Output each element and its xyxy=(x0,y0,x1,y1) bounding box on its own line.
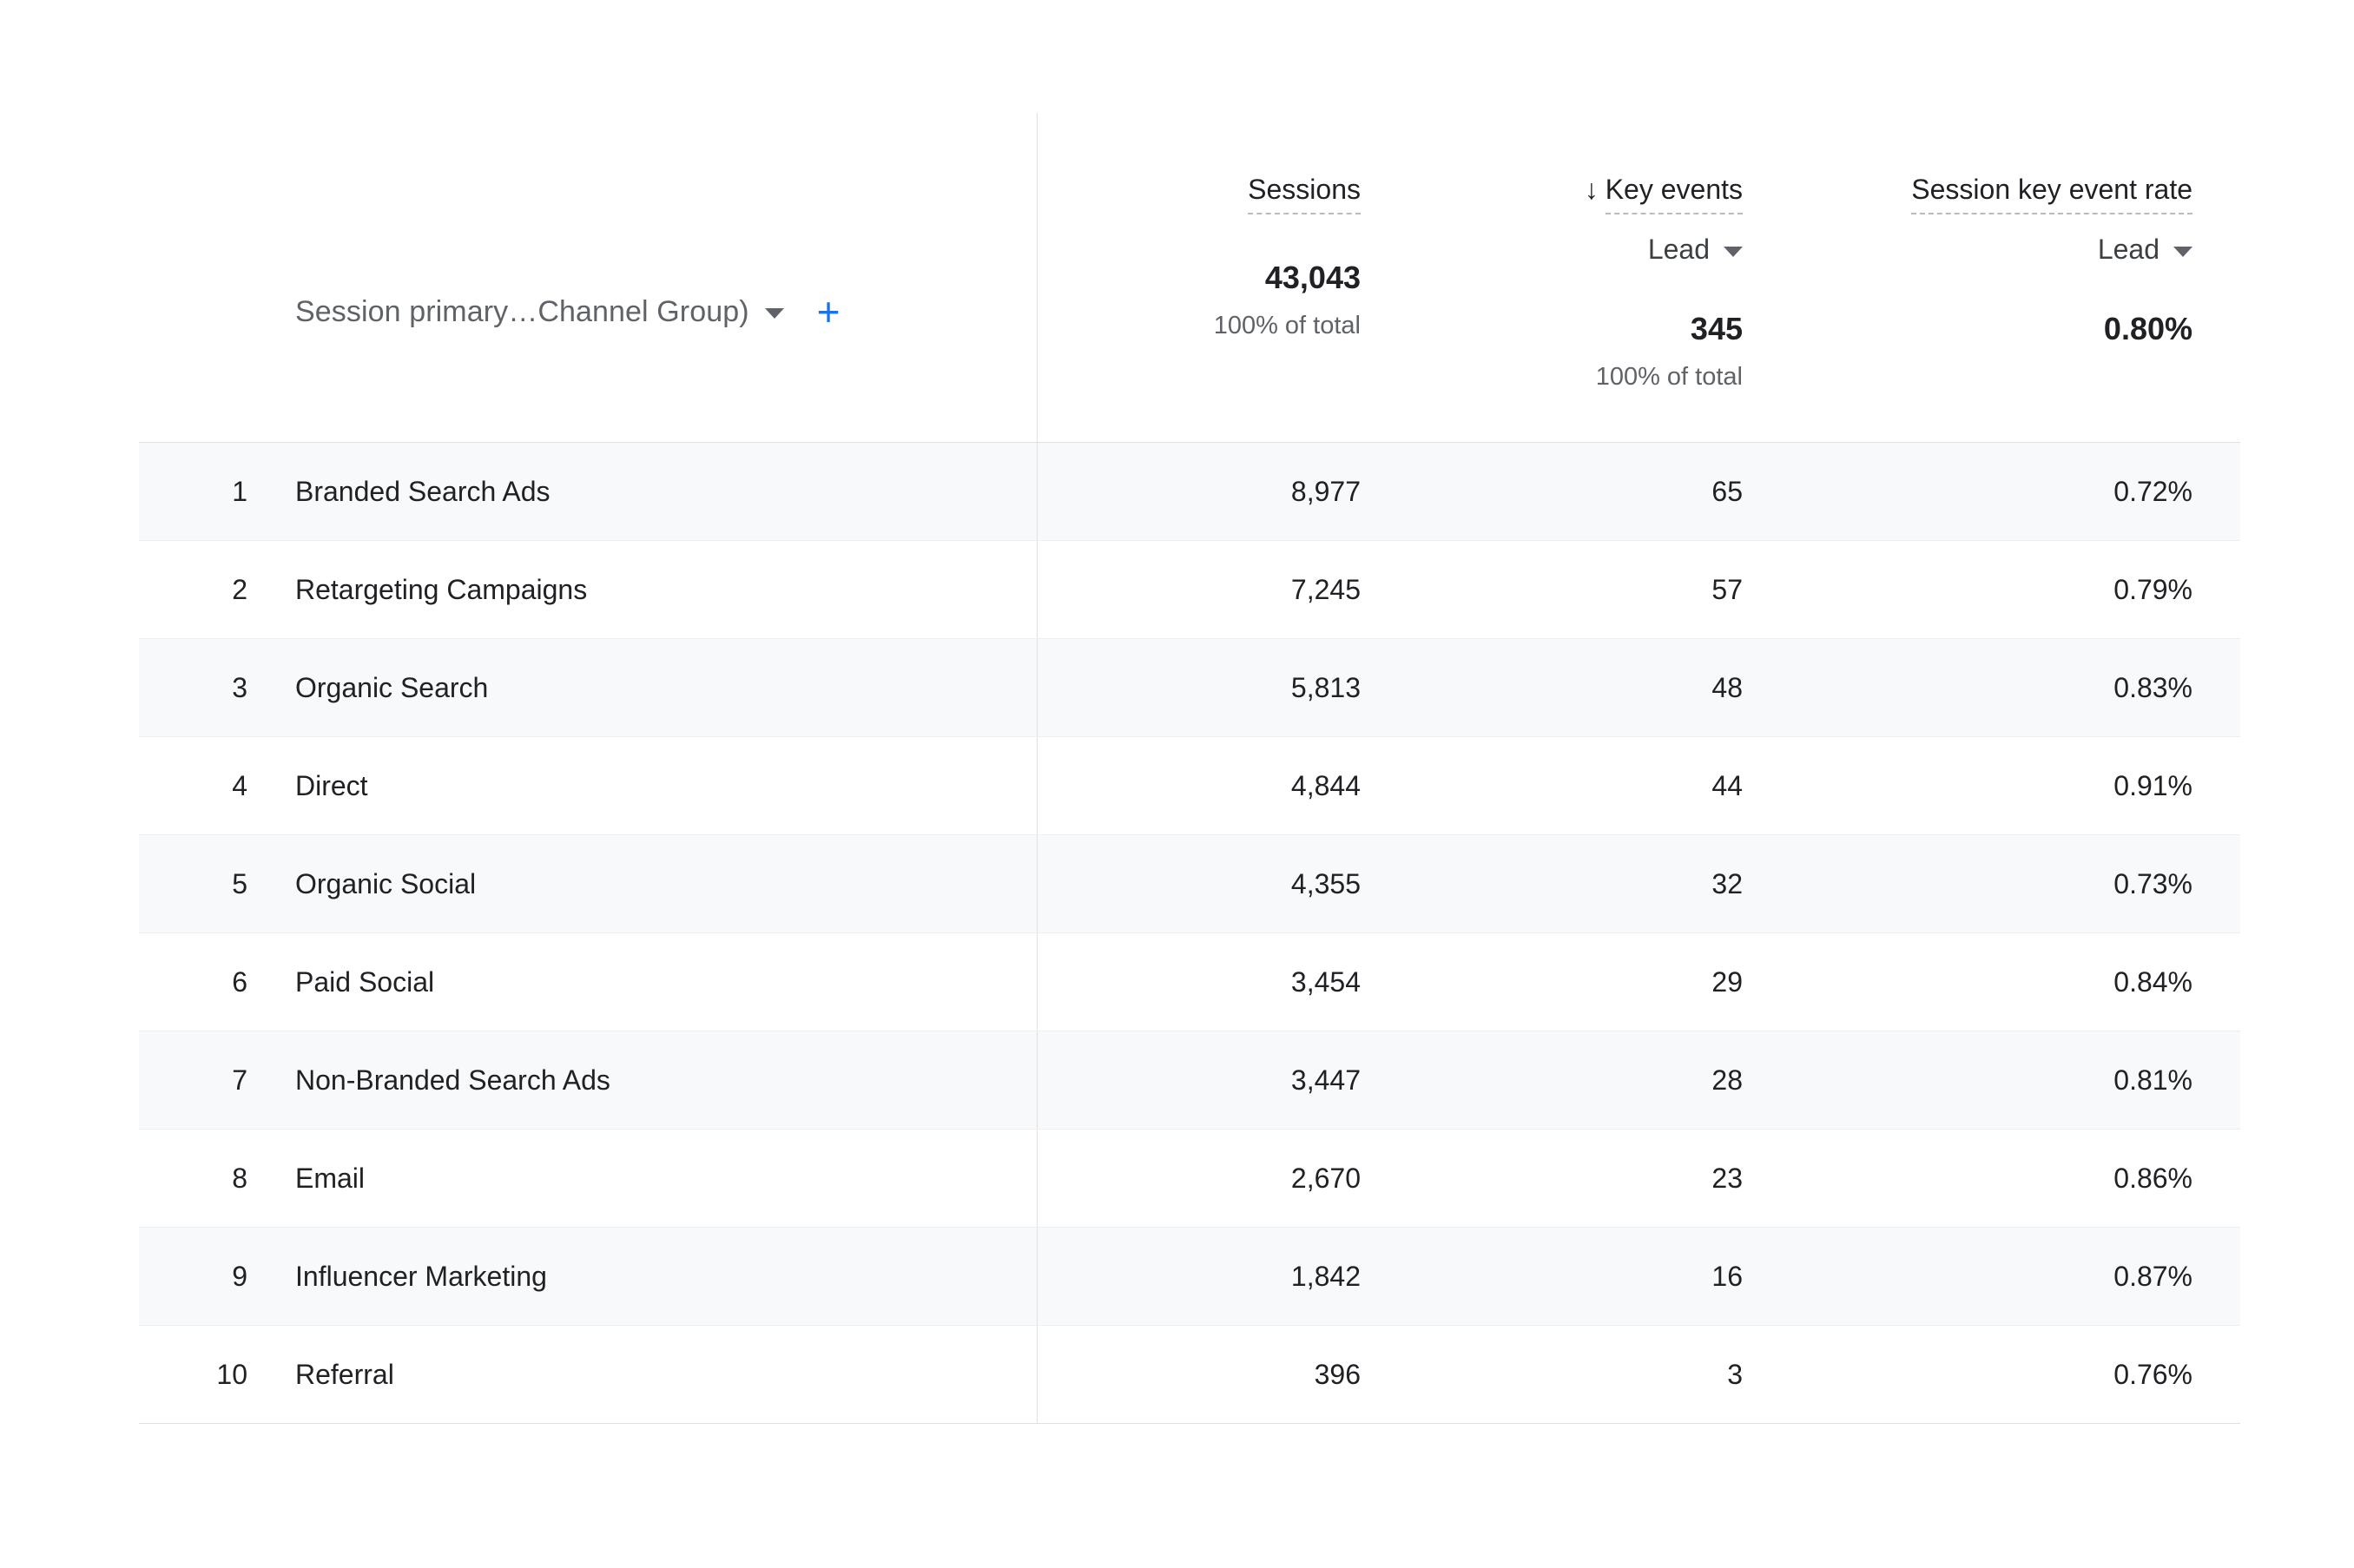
table-header xyxy=(139,113,2240,443)
row-rate: 0.86% xyxy=(2113,1162,2192,1194)
row-sessions: 2,670 xyxy=(1290,1162,1361,1194)
row-sessions: 3,447 xyxy=(1290,1064,1361,1096)
row-index: 4 xyxy=(232,769,247,801)
table-row[interactable] xyxy=(139,541,2240,639)
row-sessions: 3,454 xyxy=(1290,965,1361,998)
table-row[interactable] xyxy=(139,737,2240,835)
row-key-events: 48 xyxy=(1711,671,1743,703)
row-index: 10 xyxy=(216,1358,247,1390)
metric-header-sessions xyxy=(1038,113,1385,392)
row-dimension[interactable]: Organic Search xyxy=(247,639,1038,736)
metric-title-key-events[interactable]: Key events xyxy=(1606,174,1743,214)
chevron-down-icon[interactable] xyxy=(1724,247,1743,257)
row-rate: 0.91% xyxy=(2113,769,2192,801)
row-index: 8 xyxy=(232,1162,247,1194)
row-index: 2 xyxy=(232,573,247,605)
metric-sub-label-key-events: Lead xyxy=(1647,234,1710,265)
row-sessions: 4,355 xyxy=(1290,867,1361,899)
row-rate: 0.81% xyxy=(2113,1064,2192,1096)
table-row[interactable] xyxy=(139,1130,2240,1228)
row-key-events: 16 xyxy=(1711,1260,1743,1292)
row-dimension[interactable]: Organic Social xyxy=(247,835,1038,932)
table-row[interactable] xyxy=(139,835,2240,933)
row-dimension[interactable]: Referral xyxy=(247,1326,1038,1423)
chevron-down-icon[interactable] xyxy=(765,308,784,319)
row-dimension[interactable]: Email xyxy=(247,1130,1038,1227)
metric-title-row xyxy=(1767,174,2192,214)
metric-total-sessions: 43,043 xyxy=(1264,260,1361,295)
row-index: 9 xyxy=(232,1260,247,1292)
row-sessions: 4,844 xyxy=(1290,769,1361,801)
table-row[interactable] xyxy=(139,1228,2240,1326)
metric-title-row xyxy=(1038,174,1361,214)
metric-total-rate: 0.80% xyxy=(2103,311,2192,346)
row-dimension[interactable]: Non-Branded Search Ads xyxy=(247,1031,1038,1129)
row-key-events: 3 xyxy=(1727,1358,1743,1390)
metric-total-sub-sessions: 100% of total xyxy=(1213,312,1361,339)
row-dimension[interactable]: Influencer Marketing xyxy=(247,1228,1038,1325)
metric-header-session-key-event-rate xyxy=(1767,113,2240,392)
table-row[interactable] xyxy=(139,1326,2240,1423)
metric-total-sub-key-events: 100% of total xyxy=(1595,363,1743,391)
metric-sub-label-rate: Lead xyxy=(2097,234,2159,265)
row-key-events: 32 xyxy=(1711,867,1743,899)
row-sessions: 8,977 xyxy=(1290,475,1361,507)
chevron-down-icon[interactable] xyxy=(2173,247,2192,257)
row-dimension[interactable]: Paid Social xyxy=(247,933,1038,1031)
row-key-events: 57 xyxy=(1711,573,1743,605)
metric-title-sessions[interactable]: Sessions xyxy=(1248,174,1361,214)
row-rate: 0.83% xyxy=(2113,671,2192,703)
row-rate: 0.87% xyxy=(2113,1260,2192,1292)
row-index: 6 xyxy=(232,965,247,998)
row-rate: 0.73% xyxy=(2113,867,2192,899)
dimension-header xyxy=(139,113,1038,443)
row-dimension[interactable]: Branded Search Ads xyxy=(247,443,1038,540)
row-dimension[interactable]: Retargeting Campaigns xyxy=(247,541,1038,638)
row-rate: 0.84% xyxy=(2113,965,2192,998)
table-row[interactable] xyxy=(139,639,2240,737)
add-dimension-icon[interactable]: + xyxy=(816,289,841,334)
row-index: 7 xyxy=(232,1064,247,1096)
row-sessions: 1,842 xyxy=(1290,1260,1361,1292)
row-key-events: 29 xyxy=(1711,965,1743,998)
row-sessions: 5,813 xyxy=(1290,671,1361,703)
row-key-events: 44 xyxy=(1711,769,1743,801)
dimension-selector-label[interactable]: Session primary…Channel Group) xyxy=(295,294,749,328)
row-rate: 0.79% xyxy=(2113,573,2192,605)
metric-header-group xyxy=(1038,113,2240,392)
metric-header-key-events xyxy=(1385,113,1767,392)
table-body xyxy=(139,443,2240,1424)
metric-subselector-rate[interactable] xyxy=(1767,234,2192,266)
row-sessions: 7,245 xyxy=(1290,573,1361,605)
metric-title-row xyxy=(1385,174,1743,214)
sort-descending-icon[interactable]: ↓ xyxy=(1584,174,1599,205)
metric-title-session-key-event-rate[interactable]: Session key event rate xyxy=(1911,174,2192,214)
row-key-events: 28 xyxy=(1711,1064,1743,1096)
row-dimension[interactable]: Direct xyxy=(247,737,1038,834)
row-rate: 0.76% xyxy=(2113,1358,2192,1390)
table-row[interactable] xyxy=(139,933,2240,1031)
row-index: 5 xyxy=(232,867,247,899)
row-sessions: 396 xyxy=(1314,1358,1361,1390)
row-index: 3 xyxy=(232,671,247,703)
row-index: 1 xyxy=(232,475,247,507)
row-key-events: 23 xyxy=(1711,1162,1743,1194)
row-rate: 0.72% xyxy=(2113,475,2192,507)
table-row[interactable] xyxy=(139,1031,2240,1130)
report-table xyxy=(139,113,2240,1424)
table-row[interactable] xyxy=(139,443,2240,541)
metric-subselector-key-events[interactable] xyxy=(1385,234,1743,266)
row-key-events: 65 xyxy=(1711,475,1743,507)
metric-total-key-events: 345 xyxy=(1690,311,1743,346)
